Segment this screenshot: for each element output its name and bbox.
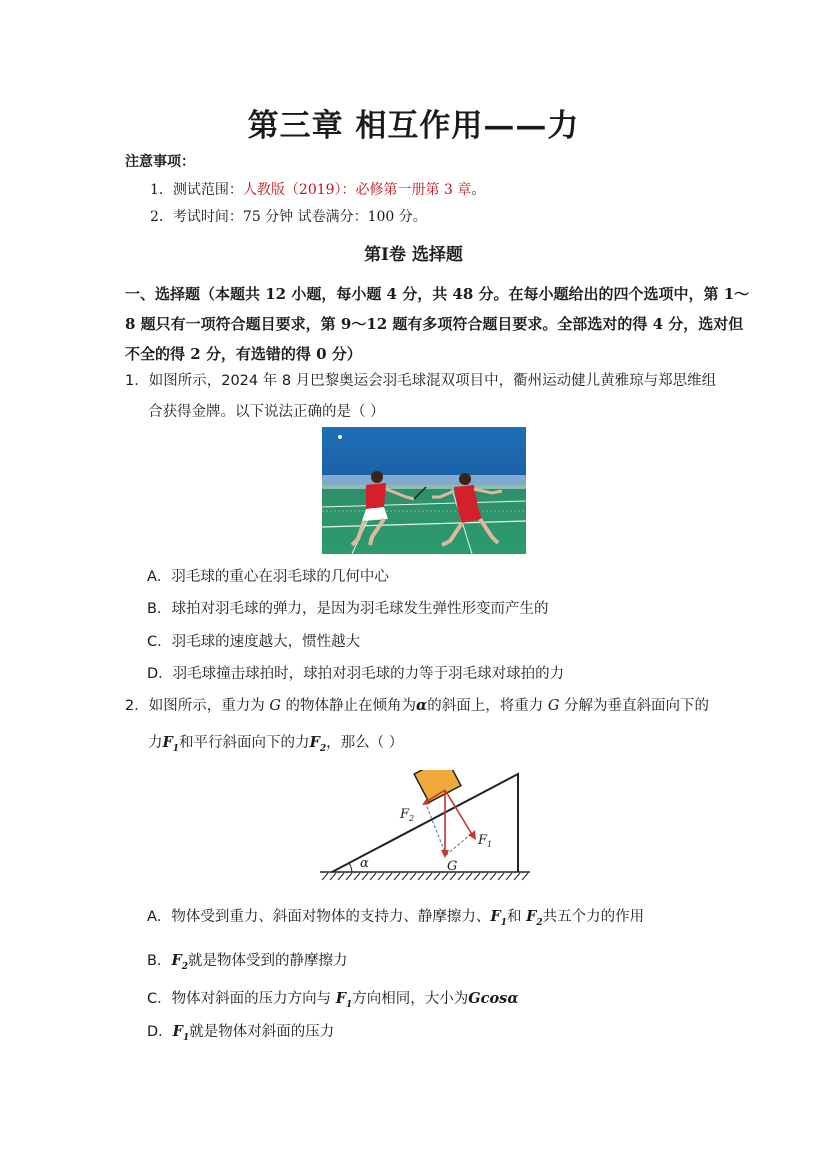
q1-stem-line1: 1．如图所示，2024 年 8 月巴黎奥运会羽毛球混双项目中，衢州运动健儿黄雅琼与郑思维组 bbox=[125, 373, 717, 389]
q1-option-a[interactable]: A．羽毛球的重心在羽毛球的几何中心 bbox=[147, 569, 389, 585]
section-instructions-line2: 8 题只有一项符合题目要求，第 9～12 题有多项符合题目要求。全部选对的得 4 分，选对但 bbox=[125, 315, 744, 333]
alpha-label: α bbox=[360, 856, 369, 871]
section-instructions-line3: 不全的得 2 分，有选错的得 0 分） bbox=[125, 345, 362, 363]
q1-option-b[interactable]: B．球拍对羽毛球的弹力，是因为羽毛球发生弹性形变而产生的 bbox=[147, 601, 549, 617]
q2-option-b[interactable]: B．$F_2$就是物体受到的静摩擦力 bbox=[147, 952, 348, 972]
q2-option-d[interactable]: D．$F_1$就是物体对斜面的压力 bbox=[147, 1023, 335, 1043]
q2-stem-line1: 2．如图所示，重力为 G 的物体静止在倾角为α的斜面上，将重力 G 分解为垂直斜面向下的 bbox=[125, 697, 710, 714]
note-test-range: 1．测试范围：人教版（2019）：必修第一册第 3 章。 bbox=[150, 182, 486, 198]
q1-stem-line2: 合获得金牌。以下说法正确的是（ ） bbox=[148, 404, 385, 420]
f2-label: $F_2$ bbox=[400, 807, 415, 823]
q1-option-d[interactable]: D．羽毛球撞击球拍时，球拍对羽毛球的力等于羽毛球对球拍的力 bbox=[147, 666, 565, 682]
page-title: 第三章 相互作用——力 bbox=[247, 108, 580, 144]
f1-label: $F_1$ bbox=[478, 833, 493, 849]
g-label: G bbox=[447, 859, 458, 874]
note-time-score: 2．考试时间：75 分钟 试卷满分：100 分。 bbox=[150, 209, 427, 225]
notice-label: 注意事项： bbox=[125, 154, 195, 170]
q2-option-a[interactable]: A．物体受到重力、斜面对物体的支持力、静摩擦力、$F_1$和 $F_2$共五个力的作用 bbox=[147, 908, 645, 928]
incline-force-diagram bbox=[316, 770, 534, 882]
q2-option-c[interactable]: C．物体对斜面的压力方向与 $F_1$方向相同，大小为Gcosα bbox=[147, 990, 519, 1010]
section-instructions-line1: 一、选择题（本题共 12 小题，每小题 4 分，共 48 分。在每小题给出的四个选项中，第 1～ bbox=[125, 285, 750, 303]
part-title: 第Ⅰ卷 选择题 bbox=[364, 245, 463, 265]
test-range-value: 人教版（2019）：必修第一册第 3 章 bbox=[242, 182, 472, 198]
q1-option-c[interactable]: C．羽毛球的速度越大，惯性越大 bbox=[147, 634, 361, 650]
badminton-photo bbox=[322, 427, 526, 554]
q2-stem-line2: 力$F_1$和平行斜面向下的力$F_2$，那么（ ） bbox=[148, 734, 404, 754]
